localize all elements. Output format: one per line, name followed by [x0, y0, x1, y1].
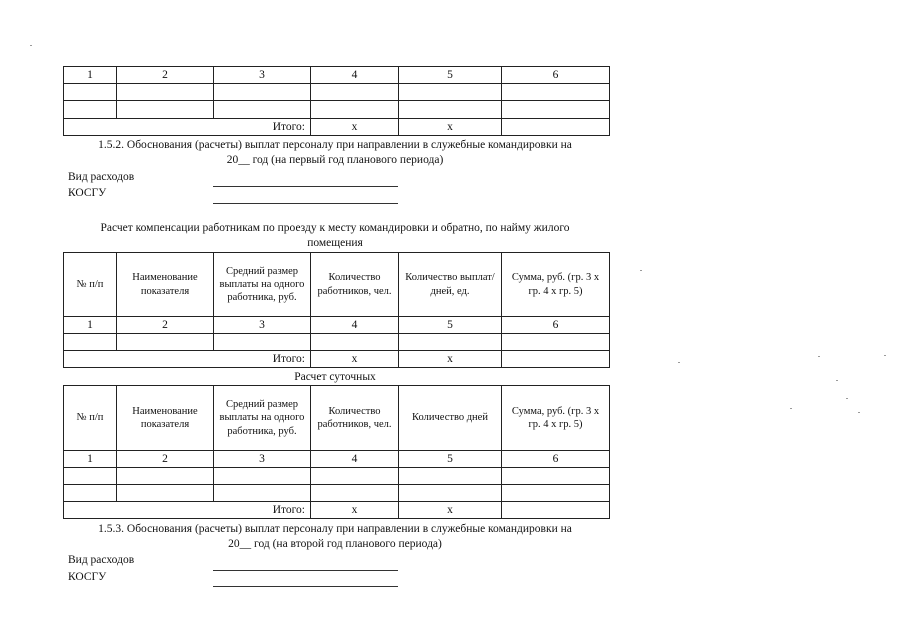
- table-row: [64, 485, 610, 502]
- header-row: [64, 386, 610, 451]
- total-label: Итого:: [64, 502, 311, 519]
- column-numbers-row: [64, 67, 610, 84]
- expense-type-label: Вид расходов: [68, 554, 135, 566]
- col-num-6: 6: [502, 317, 610, 334]
- header-cell: Наименование показателя: [117, 386, 214, 451]
- header-cell: Количество работников, чел.: [311, 386, 399, 451]
- col-num-6: 6: [502, 67, 610, 84]
- header-cell: Сумма, руб. (гр. 3 х гр. 4 х гр. 5): [502, 386, 610, 451]
- kosgu-label: КОСГУ: [68, 571, 107, 583]
- section-153-line1: 1.5.3. Обоснования (расчеты) выплат персоналу при направлении в служебные командировки на: [98, 523, 572, 535]
- column-numbers-row: [64, 451, 610, 468]
- total-row: [64, 119, 610, 136]
- scan-speck: [30, 45, 32, 46]
- col-num-3: 3: [214, 67, 311, 84]
- col-num-5: 5: [399, 451, 502, 468]
- scan-speck: [846, 398, 848, 399]
- section-153-line2: 20__ год (на второй год планового периода): [228, 538, 442, 550]
- column-numbers-row: [64, 317, 610, 334]
- x-mark: x: [399, 351, 502, 368]
- header-cell: Сумма, руб. (гр. 3 х гр. 4 х гр. 5): [502, 253, 610, 317]
- kosgu-field[interactable]: [213, 203, 398, 204]
- per-diem-table: [63, 385, 610, 519]
- section-152-heading: [60, 138, 610, 168]
- scan-speck: [858, 412, 860, 413]
- scan-speck: [640, 270, 642, 271]
- compensation-title-line1: Расчет компенсации работникам по проезду к месту командировки и обратно, по найму жилого: [100, 222, 570, 234]
- col-num-1: 1: [64, 67, 117, 84]
- col-num-4: 4: [311, 451, 399, 468]
- top-table: [63, 66, 610, 136]
- section-152-line2: 20__ год (на первый год планового периода): [226, 154, 444, 166]
- col-num-2: 2: [117, 451, 214, 468]
- header-cell: Средний размер выплаты на одного работника, руб.: [214, 253, 311, 317]
- col-num-4: 4: [311, 317, 399, 334]
- table-row: [64, 334, 610, 351]
- compensation-title: [60, 221, 610, 251]
- col-num-6: 6: [502, 451, 610, 468]
- section-153-heading: [60, 522, 610, 552]
- col-num-1: 1: [64, 451, 117, 468]
- expense-type-label: Вид расходов: [68, 171, 135, 183]
- col-num-1: 1: [64, 317, 117, 334]
- header-cell: Средний размер выплаты на одного работника, руб.: [214, 386, 311, 451]
- scan-speck: [836, 380, 838, 381]
- compensation-title-line2: помещения: [307, 237, 363, 249]
- header-cell: Количество выплат/дней, ед.: [399, 253, 502, 317]
- header-cell: Количество работников, чел.: [311, 253, 399, 317]
- scan-speck: [884, 355, 886, 356]
- table-row: [64, 101, 610, 119]
- x-mark: x: [311, 502, 399, 519]
- header-cell: № п/п: [64, 253, 117, 317]
- per-diem-title: Расчет суточных: [294, 371, 376, 383]
- col-num-3: 3: [214, 317, 311, 334]
- total-row: [64, 351, 610, 368]
- col-num-4: 4: [311, 67, 399, 84]
- kosgu-label: КОСГУ: [68, 187, 107, 199]
- total-label: Итого:: [64, 119, 311, 136]
- col-num-5: 5: [399, 67, 502, 84]
- col-num-2: 2: [117, 67, 214, 84]
- compensation-table: [63, 252, 610, 368]
- header-cell: № п/п: [64, 386, 117, 451]
- x-mark: x: [399, 502, 502, 519]
- expense-type-field[interactable]: [213, 186, 398, 187]
- kosgu-field[interactable]: [213, 586, 398, 587]
- col-num-5: 5: [399, 317, 502, 334]
- x-mark: x: [311, 119, 399, 136]
- section-152-line1: 1.5.2. Обоснования (расчеты) выплат персоналу при направлении в служебные командировки на: [98, 139, 572, 151]
- col-num-3: 3: [214, 451, 311, 468]
- scan-speck: [790, 408, 792, 409]
- table-row: [64, 468, 610, 485]
- header-row: [64, 253, 610, 317]
- x-mark: x: [399, 119, 502, 136]
- x-mark: x: [311, 351, 399, 368]
- scan-speck: [818, 356, 820, 357]
- col-num-2: 2: [117, 317, 214, 334]
- total-row: [64, 502, 610, 519]
- table-row: [64, 84, 610, 101]
- total-label: Итого:: [64, 351, 311, 368]
- scan-speck: [678, 362, 680, 363]
- header-cell: Наименование показателя: [117, 253, 214, 317]
- header-cell: Количество дней: [399, 386, 502, 451]
- expense-type-field[interactable]: [213, 570, 398, 571]
